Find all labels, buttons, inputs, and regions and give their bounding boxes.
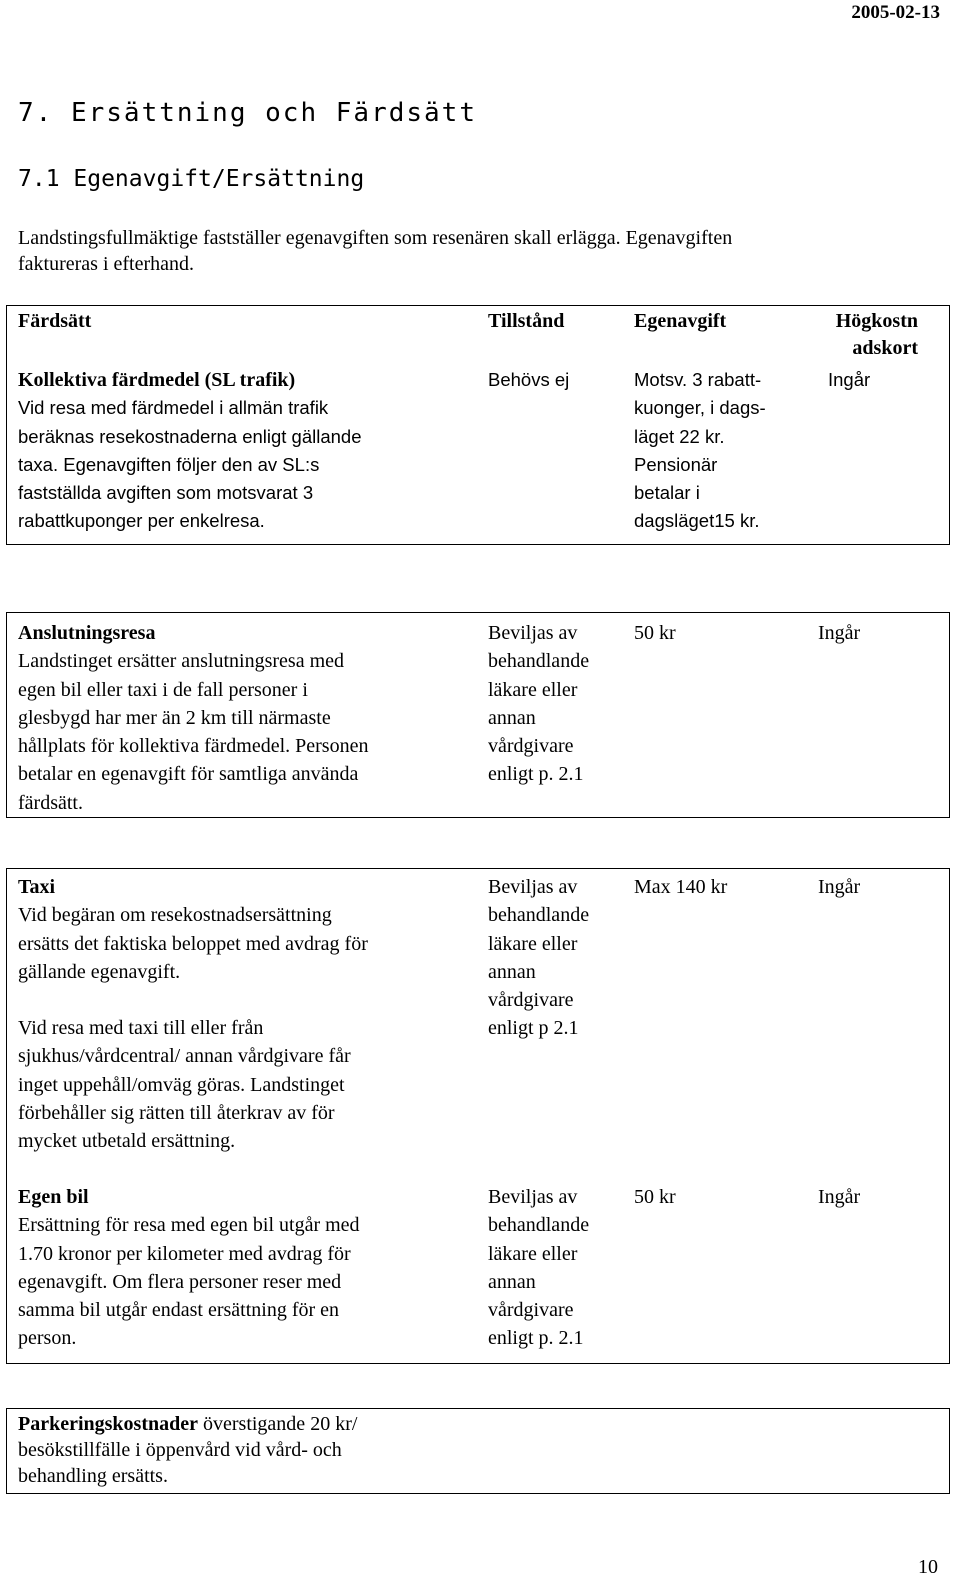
desc-line: egenavgift. Om flera personer reser med bbox=[18, 1270, 342, 1293]
desc-line: färdsätt. bbox=[18, 791, 83, 814]
subsection-heading: 7.1 Egenavgift/Ersättning bbox=[18, 166, 365, 192]
desc-line: ersätts det faktiska beloppet med avdrag för bbox=[18, 932, 368, 955]
taxi-egenavgift: Max 140 kr bbox=[634, 876, 728, 898]
tillstand-line: annan bbox=[488, 960, 536, 983]
egenbil-hogkostnad: Ingår bbox=[818, 1186, 861, 1208]
taxi-tillstand bbox=[488, 873, 589, 1043]
desc-line: inget uppehåll/omväg göras. Landstinget bbox=[18, 1073, 345, 1096]
anslutning-tillstand bbox=[488, 619, 589, 789]
egenavgift-line: dagsläget15 kr. bbox=[634, 510, 760, 532]
desc-line: beräknas resekostnaderna enligt gällande bbox=[18, 425, 362, 447]
row-title: Parkeringskostnader bbox=[18, 1413, 198, 1435]
row-title: Taxi bbox=[18, 876, 56, 898]
kollektiva-tillstand: Behövs ej bbox=[488, 369, 570, 390]
tillstand-line: Beviljas av bbox=[488, 622, 578, 644]
anslutning-egenavgift: 50 kr bbox=[634, 622, 676, 644]
page-number: 10 bbox=[918, 1556, 938, 1578]
desc-line: Ersättning för resa med egen bil utgår med bbox=[18, 1214, 360, 1237]
tillstand-line: vårdgivare bbox=[488, 735, 574, 758]
desc-line: förbehåller sig rätten till återkrav av för bbox=[18, 1102, 335, 1125]
header-hogkostnad-line: Högkostn bbox=[835, 310, 918, 332]
row-title: Egen bil bbox=[18, 1186, 89, 1208]
parkering-description bbox=[18, 1411, 357, 1489]
kollektiva-egenavgift bbox=[634, 366, 766, 536]
tillstand-line: enligt p. 2.1 bbox=[488, 1327, 584, 1350]
tillstand-line: Beviljas av bbox=[488, 876, 578, 898]
tillstand-line: behandlande bbox=[488, 650, 590, 673]
desc-line: egen bil eller taxi i de fall personer i bbox=[18, 678, 308, 701]
egenavgift-line: Pensionär bbox=[634, 453, 718, 475]
desc-line: 1.70 kronor per kilometer med avdrag för bbox=[18, 1242, 351, 1265]
intro-line: faktureras i efterhand. bbox=[18, 253, 195, 275]
egenavgift-line: Motsv. 3 rabatt- bbox=[634, 369, 762, 390]
desc-line: rabattkuponger per enkelresa. bbox=[18, 510, 265, 532]
header-hogkostnad bbox=[818, 310, 918, 360]
row-title: Anslutningsresa bbox=[18, 622, 156, 644]
tillstand-line: behandlande bbox=[488, 904, 590, 927]
desc-line: Vid resa med taxi till eller från bbox=[18, 1017, 264, 1040]
desc-line: Vid begäran om resekostnadsersättning bbox=[18, 904, 332, 927]
desc-line: Landstinget ersätter anslutningsresa med bbox=[18, 650, 345, 673]
tillstand-line: vårdgivare bbox=[488, 989, 574, 1012]
header-egenavgift: Egenavgift bbox=[634, 310, 727, 332]
egenbil-description bbox=[18, 1183, 360, 1353]
header-fardsatt: Färdsätt bbox=[18, 310, 92, 332]
desc-line bbox=[18, 1411, 357, 1437]
intro-paragraph bbox=[18, 225, 938, 277]
tillstand-line: enligt p 2.1 bbox=[488, 1017, 579, 1040]
section-heading: 7. Ersättning och Färdsätt bbox=[18, 98, 477, 128]
tillstand-line: enligt p. 2.1 bbox=[488, 763, 584, 786]
egenbil-egenavgift: 50 kr bbox=[634, 1186, 676, 1208]
desc-line: behandling ersätts. bbox=[18, 1465, 168, 1487]
egenavgift-line: läget 22 kr. bbox=[634, 425, 725, 447]
document-date: 2005-02-13 bbox=[851, 2, 940, 23]
desc-line: taxa. Egenavgiften följer den av SL:s bbox=[18, 453, 320, 475]
desc-line: person. bbox=[18, 1327, 77, 1350]
desc-line: betalar en egenavgift för samtliga använda bbox=[18, 763, 359, 786]
tillstand-line: vårdgivare bbox=[488, 1299, 574, 1322]
row-title: Kollektiva färdmedel (SL trafik) bbox=[18, 369, 296, 391]
tillstand-line: annan bbox=[488, 706, 536, 729]
egenavgift-line: kuonger, i dags- bbox=[634, 397, 766, 419]
header-tillstand: Tillstånd bbox=[488, 310, 565, 332]
desc-line: glesbygd har mer än 2 km till närmaste bbox=[18, 706, 331, 729]
kollektiva-hogkostnad: Ingår bbox=[828, 369, 871, 390]
taxi-description bbox=[18, 873, 368, 1156]
header-hogkostnad-line: adskort bbox=[852, 337, 918, 359]
kollektiva-description bbox=[18, 366, 362, 536]
egenbil-tillstand bbox=[488, 1183, 589, 1353]
desc-line: samma bil utgår endast ersättning för en bbox=[18, 1299, 340, 1322]
desc-line: fastställda avgiften som motsvarat 3 bbox=[18, 482, 314, 504]
anslutning-hogkostnad: Ingår bbox=[818, 622, 861, 644]
desc-line: hållplats för kollektiva färdmedel. Personen bbox=[18, 735, 369, 758]
taxi-hogkostnad: Ingår bbox=[818, 876, 861, 898]
desc-line: besökstillfälle i öppenvård vid vård- och bbox=[18, 1439, 342, 1461]
desc-line: gällande egenavgift. bbox=[18, 960, 181, 983]
tillstand-line: Beviljas av bbox=[488, 1186, 578, 1208]
desc-line: sjukhus/vårdcentral/ annan vårdgivare får bbox=[18, 1045, 351, 1068]
tillstand-line: annan bbox=[488, 1270, 536, 1293]
intro-line: Landstingsfullmäktige fastställer egenavgiften som resenären skall erlägga. Egenavgiften bbox=[18, 227, 733, 249]
egenavgift-line: betalar i bbox=[634, 482, 700, 504]
desc-line: Vid resa med färdmedel i allmän trafik bbox=[18, 397, 329, 419]
tillstand-line: läkare eller bbox=[488, 932, 578, 955]
desc-text: överstigande 20 kr/ bbox=[198, 1413, 358, 1435]
tillstand-line: behandlande bbox=[488, 1214, 590, 1237]
tillstand-line: läkare eller bbox=[488, 678, 578, 701]
anslutning-description bbox=[18, 619, 368, 817]
desc-line: mycket utbetald ersättning. bbox=[18, 1130, 236, 1153]
tillstand-line: läkare eller bbox=[488, 1242, 578, 1265]
